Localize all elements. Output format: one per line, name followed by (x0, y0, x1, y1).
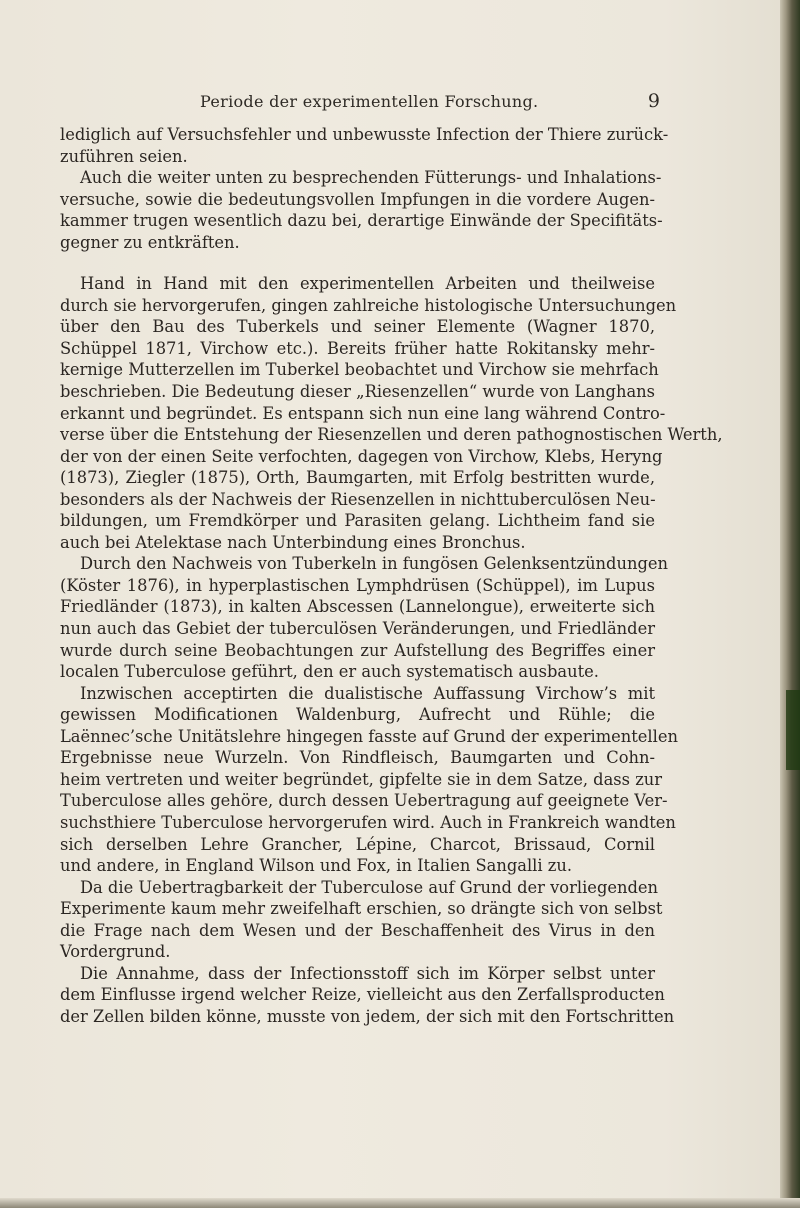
text-line: heim vertreten und weiter begründet, gipfelte sie in dem Satze, dass zur (60, 769, 663, 789)
text-line: erkannt und begründet. Es entspann sich nun eine lang während Contro- (60, 403, 666, 423)
text-line: lediglich auf Versuchsfehler und unbewusste Infection der Thiere zurück- (60, 125, 669, 144)
text-line: besonders als der Nachweis der Riesenzellen in nichttuberculösen Neu- (60, 489, 656, 509)
text-line: Da die Uebertragbarkeit der Tuberculose auf Grund der vorliegenden (80, 877, 659, 897)
text-line: Laënnec’sche Unitätslehre hingegen fasste auf Grund der experimentellen (60, 726, 678, 746)
body-text (60, 124, 723, 1027)
text-line: wurde durch seine Beobachtungen zur Aufstellung des Begriffes einer (60, 640, 655, 660)
text-line: gegner zu entkräften. (60, 232, 240, 252)
text-line: gewissen Modificationen Waldenburg, Aufrecht und Rühle; die (60, 705, 655, 725)
text-line: Schüppel 1871, Virchow etc.). Bereits früher hatte Rokitansky mehr- (60, 338, 655, 358)
text-line: localen Tuberculose geführt, den er auch systematisch ausbaute. (60, 662, 599, 682)
text-line: suchsthiere Tuberculose hervorgerufen wird. Auch in Frankreich wandten (60, 812, 676, 832)
text-line: durch sie hervorgerufen, gingen zahlreiche histologische Untersuchungen (60, 295, 677, 315)
page-header (60, 92, 660, 116)
text-line: zuführen seien. (60, 146, 188, 166)
text-line: verse über die Entstehung der Riesenzellen und deren pathognostischen Werth, (60, 425, 723, 445)
text-line: kernige Mutterzellen im Tuberkel beobachtet und Virchow sie mehrfach (60, 360, 659, 380)
text-line: (1873), Ziegler (1875), Orth, Baumgarten, mit Erfolg bestritten wurde, (60, 468, 655, 488)
text-line: versuche, sowie die bedeutungsvollen Impfungen in die vordere Augen- (60, 189, 655, 209)
text-line: über den Bau des Tuberkels und seiner Elemente (Wagner 1870, (60, 317, 655, 337)
paragraph-gap (60, 253, 655, 273)
text-line: Ergebnisse neue Wurzeln. Von Rindfleisch, Baumgarten und Cohn- (60, 748, 655, 768)
page-bottom-edge (0, 1198, 800, 1208)
text-line: Inzwischen acceptirten die dualistische Auffassung Virchow’s mit (80, 683, 655, 703)
text-line: Experimente kaum mehr zweifelhaft erschien, so drängte sich von selbst (60, 899, 663, 919)
text-line: der Zellen bilden könne, musste von jedem, der sich mit den Fortschritten (60, 1006, 675, 1026)
text-line: Tuberculose alles gehöre, durch dessen Uebertragung auf geeignete Ver- (60, 791, 668, 811)
text-line: (Köster 1876), in hyperplastischen Lymphdrüsen (Schüppel), im Lupus (60, 575, 655, 595)
text-line: bildungen, um Fremdkörper und Parasiten gelang. Lichtheim fand sie (60, 511, 655, 531)
text-line: Auch die weiter unten zu besprechenden Fütterungs- und Inhalations- (80, 168, 662, 188)
text-line: nun auch das Gebiet der tuberculösen Veränderungen, und Friedländer (60, 619, 655, 639)
text-line: beschrieben. Die Bedeutung dieser „Riesenzellen“ wurde von Langhans (60, 382, 655, 402)
text-line: dem Einflusse irgend welcher Reize, vielleicht aus den Zerfallsproducten (60, 985, 665, 1005)
text-line: Durch den Nachweis von Tuberkeln in fungösen Gelenksentzündungen (80, 554, 668, 574)
text-line: der von der einen Seite verfochten, dagegen von Virchow, Klebs, Heryng (60, 446, 663, 466)
text-line: auch bei Atelektase nach Unterbindung eines Bronchus. (60, 532, 526, 552)
page-number: 9 (647, 90, 660, 112)
text-line: die Frage nach dem Wesen und der Beschaffenheit des Virus in den (60, 920, 655, 940)
text-line: kammer trugen wesentlich dazu bei, derartige Einwände der Specifitäts- (60, 211, 663, 231)
running-title: Periode der experimentellen Forschung. (200, 92, 539, 111)
text-line: Die Annahme, dass der Infectionsstoff sich im Körper selbst unter (80, 963, 655, 983)
text-line: Friedländer (1873), in kalten Abscessen (Lannelongue), erweiterte sich (60, 597, 655, 617)
text-line: Hand in Hand mit den experimentellen Arbeiten und theilweise (80, 274, 655, 294)
text-line: und andere, in England Wilson und Fox, in Italien Sangalli zu. (60, 856, 573, 876)
text-line: sich derselben Lehre Grancher, Lépine, Charcot, Brissaud, Cornil (60, 834, 655, 854)
text-line: Vordergrund. (60, 942, 171, 962)
book-spine-shadow (780, 0, 800, 1208)
